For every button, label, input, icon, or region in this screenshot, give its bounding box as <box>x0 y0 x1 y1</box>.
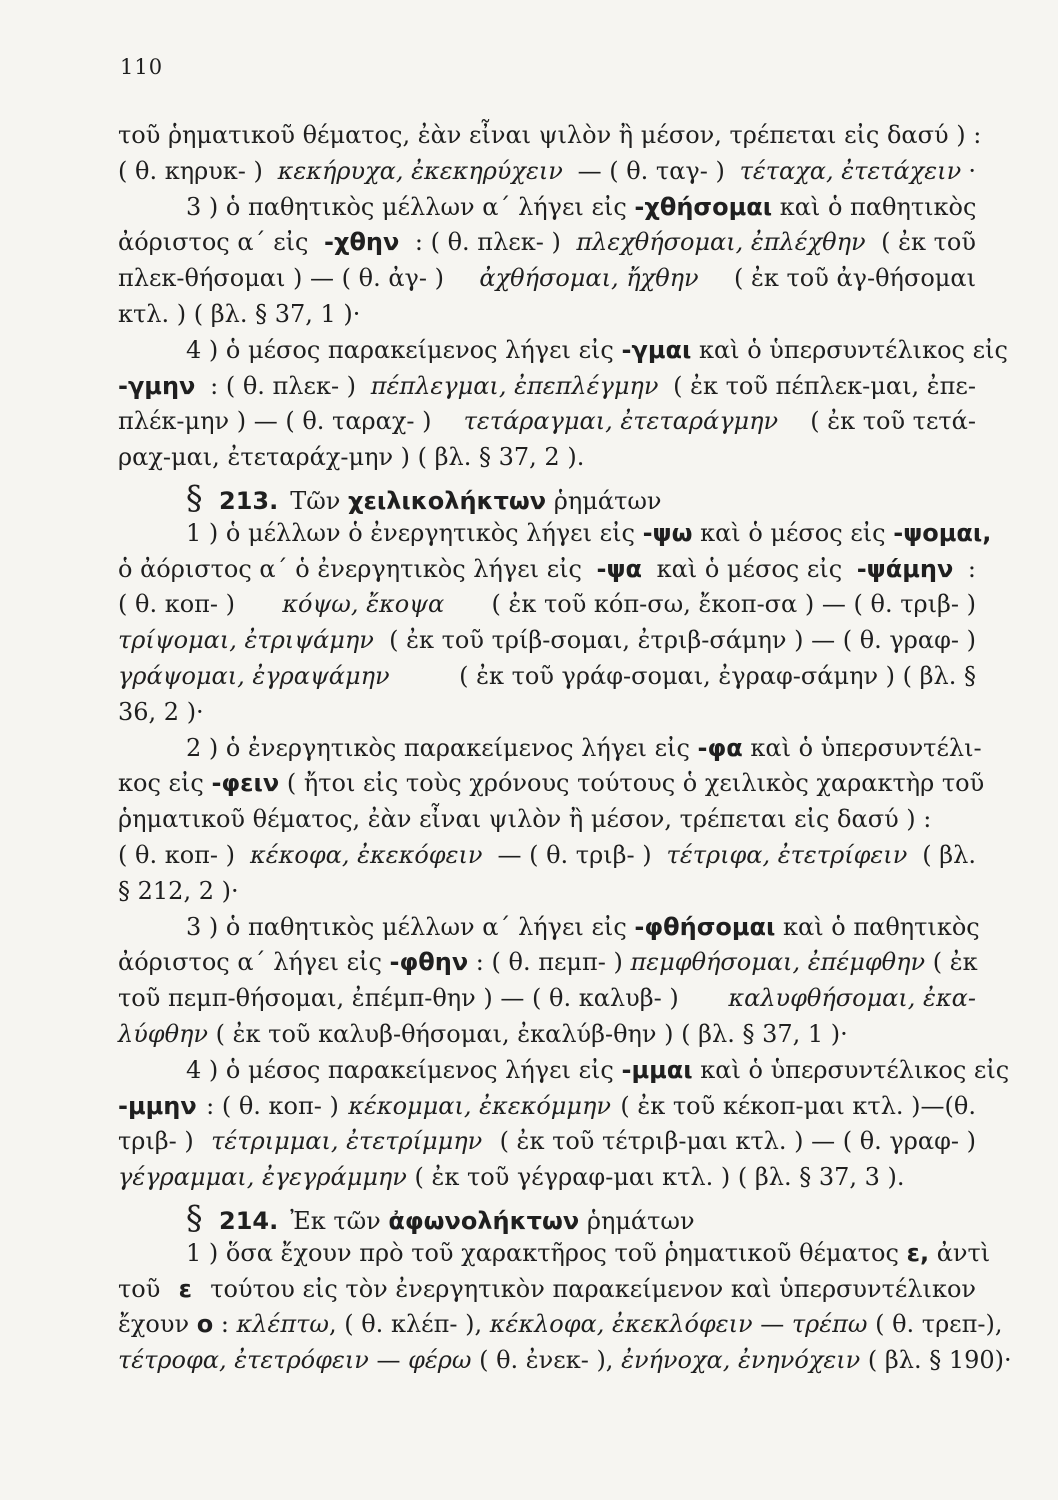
text-segment: — ( θ. ταγ- ) <box>569 156 733 185</box>
text-segment: ἀόριστος α΄ λήγει εἰς <box>118 948 390 977</box>
text-segment: τοῦ πεμπ-θήσομαι, ἐπέμπ-θην ) — ( θ. καλυβ- ) <box>118 984 687 1013</box>
text-segment: 4 ) ὁ μέσος παρακείμενος λήγει εἰς <box>186 335 622 364</box>
text-segment: καὶ ὁ ὑπερσυντέλι- <box>742 733 982 762</box>
text-segment: ( ἤτοι εἰς τοὺς χρόνους τούτους ὁ χειλικὸς χαρακτὴρ τοῦ <box>279 769 985 798</box>
text-segment: ἔχουν <box>118 1310 197 1339</box>
text-segment: ἀόριστος α΄ εἰς <box>118 228 317 257</box>
section-number: 213. <box>219 486 279 515</box>
text-segment: τριβ- ) <box>118 1127 202 1156</box>
text-line <box>118 1307 1003 1343</box>
text-segment: ( θ. τρεπ-), <box>867 1310 1003 1339</box>
text-segment: ( ἐκ τοῦ ἀγ-θήσομαι <box>726 264 976 293</box>
text-segment: : <box>960 554 976 583</box>
bold-term: -μμαι <box>621 1055 693 1084</box>
italic-form: πέπλεγμαι, ἐπεπλέγμην <box>370 371 659 400</box>
text-segment: ( θ. κηρυκ- ) <box>118 156 271 185</box>
text-segment: καὶ ὁ ὑπερσυντέλικος εἰς <box>691 335 1008 364</box>
text-line <box>118 261 976 297</box>
italic-form: ἐνήνοχα, ἐνηνόχειν <box>621 1346 861 1375</box>
bold-term: -μμην <box>118 1091 197 1120</box>
text-segment: 4 ) ὁ μέσος παρακείμενος λήγει εἰς <box>186 1055 622 1084</box>
bold-term: -φα <box>697 733 743 762</box>
bold-term: -ψομαι, <box>893 518 992 547</box>
text-segment: ( θ. κοπ- ) <box>118 840 243 869</box>
text-segment: ( ἐκ τοῦ πέπλεκ-μαι, ἐπε- <box>665 371 976 400</box>
text-segment: ( ἐκ τοῦ τετά- <box>802 407 976 436</box>
italic-form: τέτριμμαι, ἐτετρίμμην <box>211 1127 483 1156</box>
text-segment: Τῶν <box>290 486 349 515</box>
text-segment: ( ἐκ τοῦ γέγραφ-μαι κτλ. ) ( βλ. § 37, 3 ). <box>406 1163 905 1192</box>
text-line <box>118 981 976 1017</box>
text-line <box>118 910 980 946</box>
text-line <box>118 1160 976 1196</box>
bold-term: ἀφωνολήκτων <box>388 1206 580 1235</box>
text-line <box>118 1017 976 1053</box>
bold-term: ε, <box>906 1238 930 1267</box>
text-segment: ( ἐκ τοῦ κέκοπ-μαι κτλ. )—(θ. <box>612 1091 976 1120</box>
text-segment: ( ἐκ τοῦ τέτριβ-μαι κτλ. ) — ( θ. γραφ- ) <box>491 1127 976 1156</box>
text-line <box>118 440 976 476</box>
text-segment: καὶ ὁ μέσος εἰς <box>692 518 894 547</box>
text-segment: ( ἐκ <box>925 948 978 977</box>
text-line <box>118 369 976 405</box>
page-number: 110 <box>120 55 164 79</box>
text-segment: — <box>752 1310 792 1339</box>
text-segment: ( βλ. <box>914 840 976 869</box>
text-segment: ( θ. ἐνεκ- ), <box>471 1346 622 1375</box>
text-line <box>118 1124 976 1160</box>
text-segment: ( ἐκ τοῦ τρίβ-σομαι, ἐτριβ-σάμην ) — ( θ. γραφ- ) <box>381 626 976 655</box>
text-segment: πλεκ-θήσομαι ) — ( θ. ἀγ- ) <box>118 264 452 293</box>
text-segment: 3 ) ὁ παθητικὸς μέλλων α΄ λήγει εἰς <box>186 912 635 941</box>
text-line <box>118 802 976 838</box>
text-line <box>118 838 976 874</box>
text-segment: ( θ. κοπ- ) <box>118 590 243 619</box>
bold-term: -φθήσομαι <box>634 912 776 941</box>
text-segment: Ἐκ τῶν <box>290 1206 389 1235</box>
section-heading <box>118 477 976 517</box>
section-sign: § <box>186 477 213 517</box>
body-text <box>118 118 1012 1379</box>
italic-form: γράψομαι, ἐγραψάμην <box>118 661 390 690</box>
italic-form: τρέπω <box>791 1310 868 1339</box>
bold-term: ο <box>196 1310 214 1339</box>
text-segment: 3 ) ὁ παθητικὸς μέλλων α΄ λήγει εἰς <box>186 192 635 221</box>
text-segment: πλέκ-μην ) — ( θ. ταραχ- ) <box>118 407 440 436</box>
text-segment: · <box>968 156 976 185</box>
italic-form: κόψω, ἔκοψα <box>282 590 445 619</box>
text-segment: § 212, 2 )· <box>118 876 239 905</box>
text-segment: 2 ) ὁ ἐνεργητικὸς παρακείμενος λήγει εἰς <box>186 733 698 762</box>
text-segment: — <box>368 1346 409 1375</box>
text-line <box>118 587 976 623</box>
text-segment: : ( θ. πλεκ- ) <box>407 228 569 257</box>
italic-form: κέκλοφα, ἐκεκλόφειν <box>489 1310 753 1339</box>
text-segment: τοῦ <box>118 1274 168 1303</box>
bold-term: -χθήσομαι <box>634 192 773 221</box>
bold-term: -φθην <box>389 948 469 977</box>
text-segment: ( ἐκ τοῦ καλυβ-θήσομαι, ἐκαλύβ-θην ) ( βλ. § 37, 1 )· <box>208 1019 848 1048</box>
text-segment: καὶ ὁ παθητικὸς <box>772 192 977 221</box>
bold-term: -ψάμην <box>856 554 954 583</box>
text-segment: καὶ ὁ μέσος εἰς <box>648 554 850 583</box>
italic-form: λύφθην <box>118 1019 209 1048</box>
text-segment: 1 ) ὁ μέλλων ὁ ἐνεργητικὸς λήγει εἰς <box>186 518 643 547</box>
text-line <box>118 154 976 190</box>
text-segment: ( ἐκ τοῦ κόπ-σω, ἔκοπ-σα ) — ( θ. τριβ- ) <box>483 590 976 619</box>
italic-form: πεμφθήσομαι, ἐπέμφθην <box>630 948 926 977</box>
text-segment: , ( θ. κλέπ- ), <box>328 1310 490 1339</box>
text-line <box>118 1053 1010 1089</box>
bold-term: ε <box>178 1274 192 1303</box>
text-line <box>118 225 976 261</box>
text-line <box>118 945 976 981</box>
text-segment: ῥημάτων <box>579 1206 695 1235</box>
text-segment: : ( θ. κοπ- ) <box>198 1091 347 1120</box>
text-segment: κτλ. ) ( βλ. § 37, 1 )· <box>118 299 361 328</box>
text-line <box>118 552 976 588</box>
text-segment: ῥημάτων <box>546 486 662 515</box>
text-segment: ( ἐκ τοῦ γράφ-σομαι, ἐγραφ-σάμην ) ( βλ. § <box>451 661 976 690</box>
text-segment: ὁ ἀόριστος α΄ ὁ ἐνεργητικὸς λήγει εἰς <box>118 554 590 583</box>
italic-form: τέταχα, ἐτετάχειν <box>739 156 962 185</box>
text-segment: ( βλ. § 190)· <box>860 1346 1012 1375</box>
text-segment: : ( θ. πλεκ- ) <box>202 371 364 400</box>
italic-form: τέτροφα, ἐτετρόφειν <box>118 1346 369 1375</box>
text-line <box>118 333 1008 369</box>
text-segment: ῥηματικοῦ θέματος, ἐὰν εἶναι ψιλὸν ἢ μέσον, τρέπεται εἰς δασύ ) : <box>118 805 932 834</box>
text-segment: : ( θ. πεμπ- ) <box>468 948 631 977</box>
text-line <box>118 766 985 802</box>
text-segment: ραχ-μαι, ἐτεταράχ-μην ) ( βλ. § 37, 2 ). <box>118 443 585 472</box>
bold-term: -ψω <box>642 518 693 547</box>
text-segment: καὶ ὁ παθητικὸς <box>775 912 980 941</box>
bold-term: -ψα <box>596 554 643 583</box>
italic-form: τρίψομαι, ἐτριψάμην <box>118 626 374 655</box>
bold-term: χειλικολήκτων <box>348 486 547 515</box>
text-line <box>118 1236 991 1272</box>
text-line <box>118 404 976 440</box>
text-line <box>118 695 976 731</box>
text-segment: κος εἰς <box>118 769 212 798</box>
italic-form: καλυφθήσομαι, ἐκα- <box>728 984 976 1013</box>
italic-form: κλέπτω <box>236 1310 329 1339</box>
text-segment: — ( θ. τριβ- ) <box>489 840 660 869</box>
italic-form: κέκομμαι, ἐκεκόμμην <box>348 1091 611 1120</box>
italic-form: τέτριφα, ἐτετρίφειν <box>666 840 908 869</box>
text-segment: τούτου εἰς τὸν ἐνεργητικὸν παρακείμενον καὶ ὑπερσυντέλικον <box>202 1274 976 1303</box>
text-line <box>118 190 976 226</box>
text-segment: καὶ ὁ ὑπερσυντέλικος εἰς <box>692 1055 1010 1084</box>
text-line <box>118 118 982 154</box>
text-line <box>118 1272 976 1308</box>
italic-form: τετάραγμαι, ἐτεταράγμην <box>463 407 779 436</box>
italic-form: ἀχθήσομαι, ἤχθην <box>479 264 699 293</box>
text-line <box>118 623 976 659</box>
text-segment: τοῦ ῥηματικοῦ θέματος, ἐὰν εἶναι ψιλὸν ἢ μέσον, τρέπεται εἰς δασύ ) : <box>118 121 982 149</box>
italic-form: κέκοφα, ἐκεκόφειν <box>250 840 483 869</box>
text-line <box>118 297 976 333</box>
text-segment: 36, 2 )· <box>118 697 204 726</box>
italic-form: γέγραμμαι, ἐγεγράμμην <box>118 1163 407 1192</box>
section-heading <box>118 1197 976 1237</box>
text-line <box>118 1089 976 1125</box>
bold-term: -φειν <box>211 769 280 798</box>
text-line <box>118 731 982 767</box>
text-line <box>118 874 976 910</box>
text-segment: ἀντὶ <box>929 1238 991 1267</box>
italic-form: φέρω <box>408 1346 472 1375</box>
text-line <box>118 1343 1012 1379</box>
section-sign: § <box>186 1197 213 1237</box>
text-line <box>118 659 976 695</box>
bold-term: -χθην <box>324 228 400 257</box>
text-line <box>118 516 992 552</box>
text-segment: ( ἐκ τοῦ <box>873 228 976 257</box>
bold-term: -γμαι <box>621 335 692 364</box>
bold-term: -γμην <box>118 371 196 400</box>
italic-form: πλεχθήσομαι, ἐπλέχθην <box>576 228 866 257</box>
text-segment: 1 ) ὅσα ἔχουν πρὸ τοῦ χαρακτῆρος τοῦ ῥηματικοῦ θέματος <box>186 1238 907 1267</box>
section-number: 214. <box>219 1206 279 1235</box>
text-segment: : <box>213 1310 237 1339</box>
italic-form: κεκήρυχα, ἐκεκηρύχειν <box>277 156 563 185</box>
